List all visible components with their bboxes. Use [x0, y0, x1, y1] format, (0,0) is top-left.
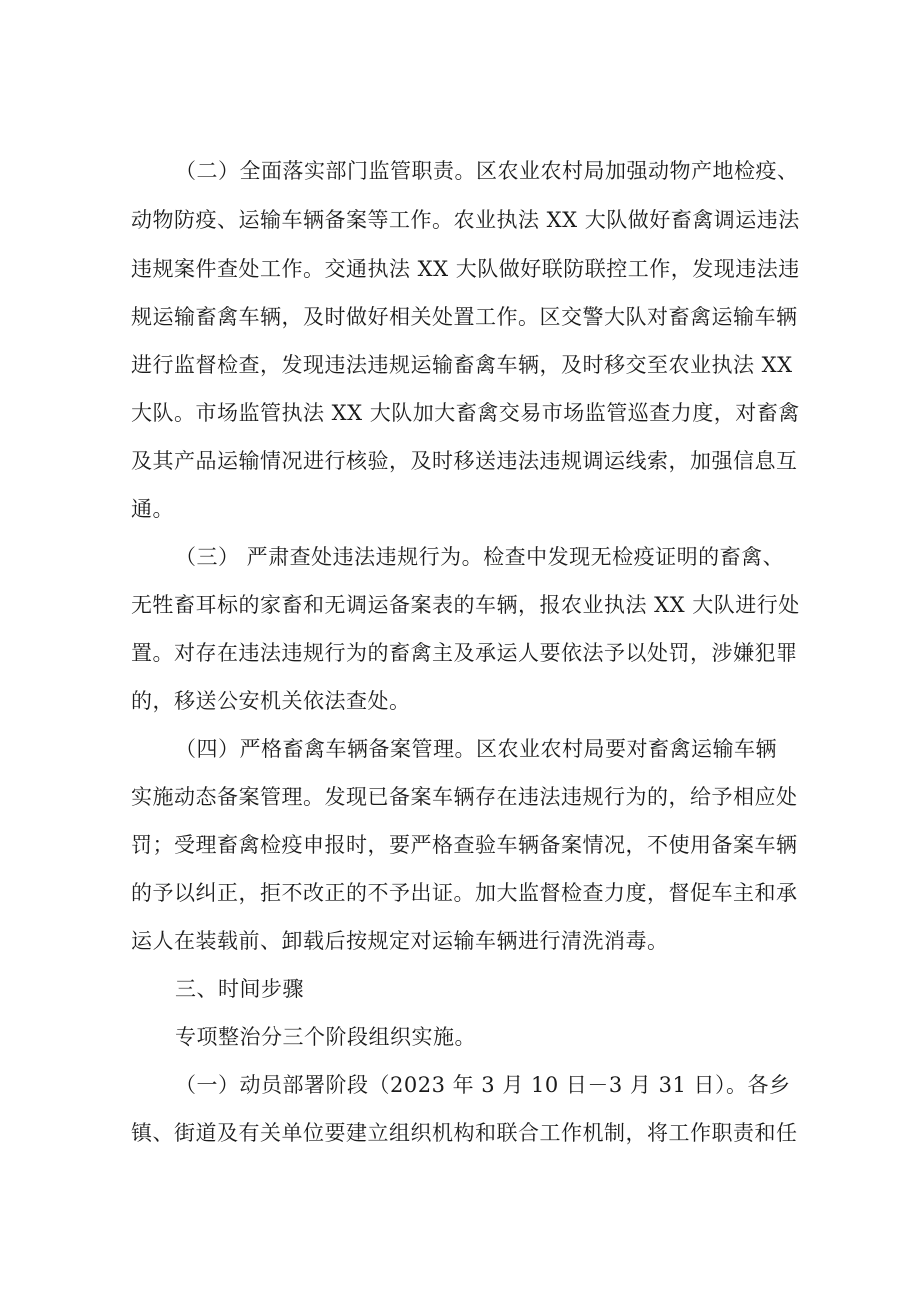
- paragraph-vehicle-filing-line: 罚；受理畜禽检疫申报时，要严格查验车辆备案情况，不使用备案车辆: [131, 833, 798, 857]
- paragraph-dept-duties-line: 规运输畜禽车辆，及时做好相关处置工作。区交警大队对畜禽运输车辆: [131, 305, 798, 329]
- paragraph-vehicle-filing-line: （四）严格畜禽车辆备案管理。区农业农村局要对畜禽运输车辆: [175, 737, 777, 761]
- paragraph-vehicle-filing-line: 的予以纠正，拒不改正的不予出证。加大监督检查力度，督促车主和承: [131, 881, 798, 905]
- paragraph-dept-duties-line: （二）全面落实部门监管职责。区农业农村局加强动物产地检疫、: [175, 159, 799, 183]
- paragraph-phase-one-line: 镇、街道及有关单位要建立组织机构和联合工作机制，将工作职责和任: [131, 1121, 798, 1145]
- paragraph-dept-duties-line: 违规案件查处工作。交通执法 XX 大队做好联防联控工作，发现违法违: [131, 257, 800, 281]
- paragraph-investigate-line: （三） 严肃查处违法违规行为。检查中发现无检疫证明的畜禽、: [175, 545, 785, 569]
- paragraph-vehicle-filing-line: 实施动态备案管理。发现已备案车辆存在违法违规行为的，给予相应处: [131, 785, 798, 809]
- paragraph-dept-duties-line: 大队。市场监管执法 XX 大队加大畜禽交易市场监管巡查力度，对畜禽: [131, 401, 800, 425]
- paragraph-vehicle-filing-line: 运人在装载前、卸载后按规定对运输车辆进行清洗消毒。: [131, 929, 669, 953]
- paragraph-dept-duties-line: 及其产品运输情况进行核验，及时移送违法违规调运线索，加强信息互: [131, 449, 798, 473]
- paragraph-dept-duties-line: 通。: [131, 497, 174, 521]
- section-heading: 三、时间步骤: [175, 977, 304, 1001]
- phases-intro: 专项整治分三个阶段组织实施。: [175, 1025, 476, 1049]
- paragraph-dept-duties-line: 动物防疫、运输车辆备案等工作。农业执法 XX 大队做好畜禽调运违法: [131, 208, 800, 232]
- paragraph-investigate-line: 的，移送公安机关依法查处。: [131, 689, 411, 713]
- paragraph-phase-one-line: （一）动员部署阶段（2023 年 3 月 10 日－3 月 31 日）。各乡: [175, 1073, 791, 1097]
- paragraph-dept-duties-line: 进行监督检查，发现违法违规运输畜禽车辆，及时移交至农业执法 XX: [131, 353, 793, 377]
- paragraph-investigate-line: 置。对存在违法违规行为的畜禽主及承运人要依法予以处罚，涉嫌犯罪: [131, 641, 798, 665]
- paragraph-investigate-line: 无牲畜耳标的家畜和无调运备案表的车辆，报农业执法 XX 大队进行处: [131, 593, 800, 617]
